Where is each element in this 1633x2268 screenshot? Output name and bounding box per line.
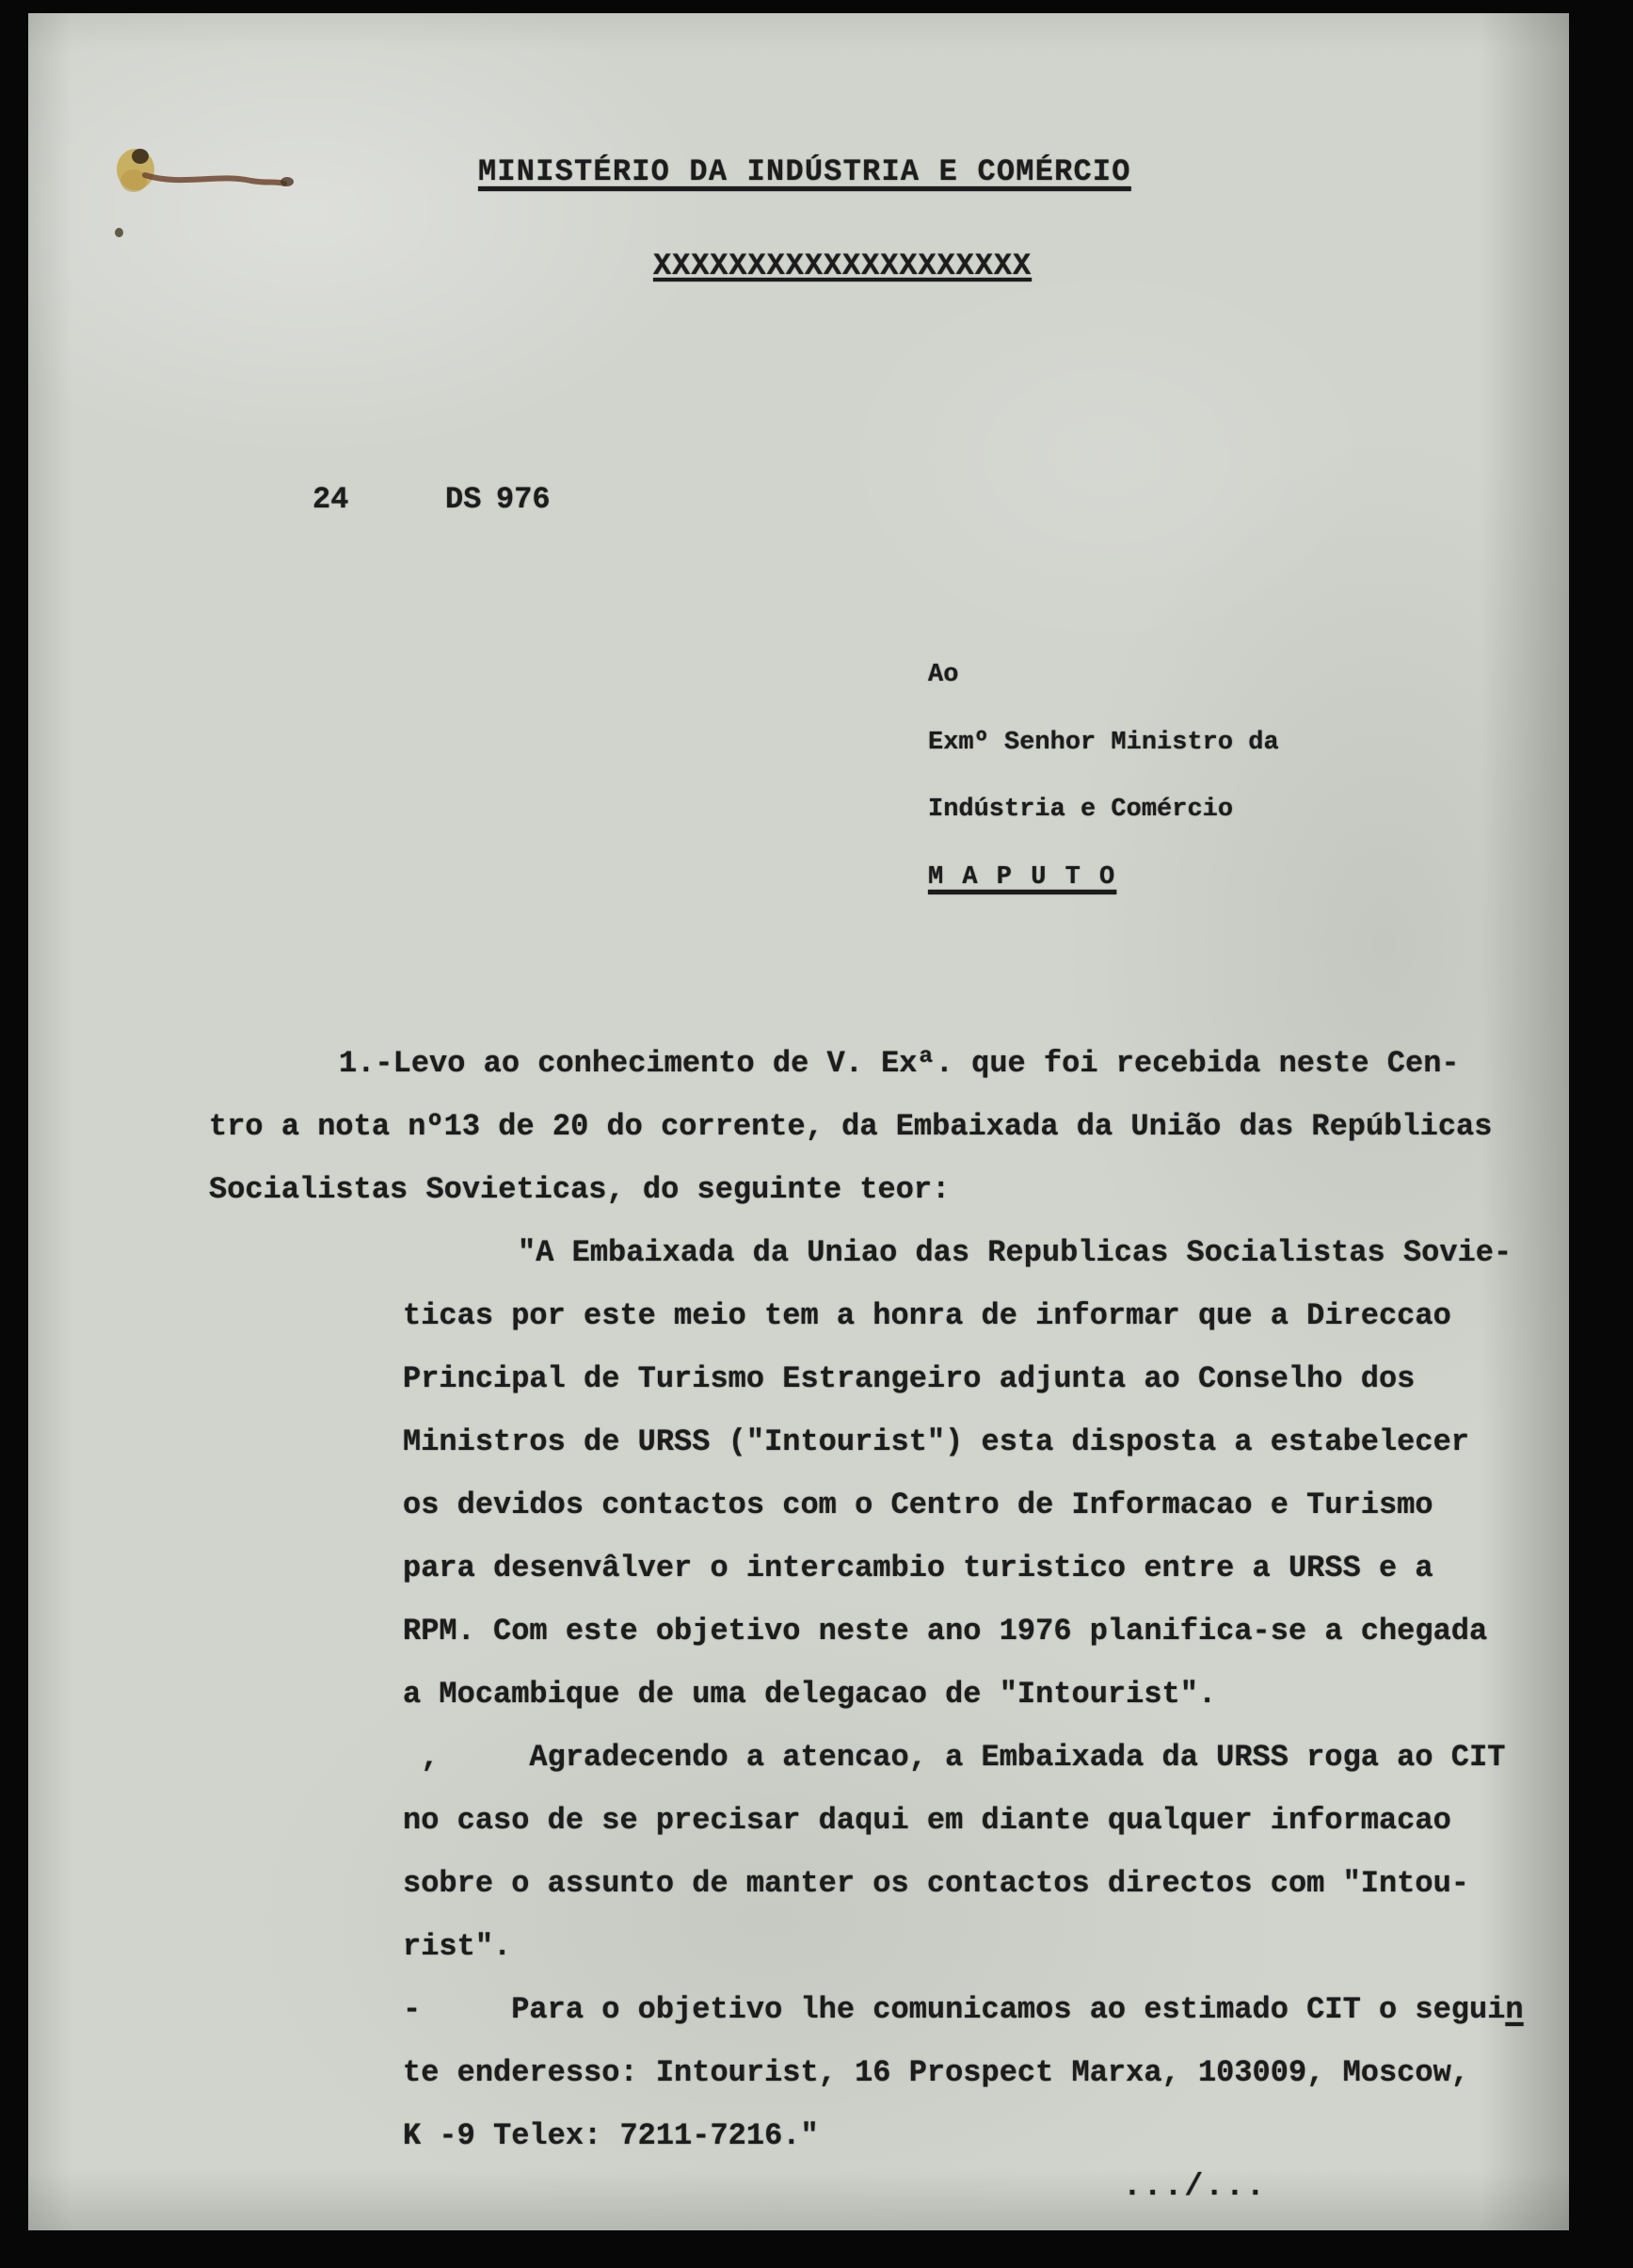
body-line: Principal de Turismo Estrangeiro adjunta ao Conselho dos [403,1361,1416,1396]
body-line: K -9 Telex: 7211-7216." [403,2118,819,2153]
letter-body [28,1032,1569,2167]
body-line: no caso de se precisar daqui em diante qualquer informacao [403,1803,1451,1838]
recipient-name: Exmº Senhor Ministro da [928,729,1279,757]
header-x-row: XXXXXXXXXXXXXXXXXXXX [653,249,1033,283]
body-line: para desenvâlver o intercambio turistico entre a URSS e a [403,1551,1433,1585]
continuation-mark: .../... [1123,2169,1267,2204]
body-line: Ministros de URSS ("Intourist") esta disposta a estabelecer [403,1424,1469,1459]
body-line: - Para o objetivo lhe comunicamos ao estimado CIT o seguin [403,1992,1524,2027]
body-line: 1.-Levo ao conhecimento de V. Exª. que foi recebida neste Cen- [339,1046,1460,1081]
body-line: "A Embaixada da Uniao das Republicas Socialistas Sovie- [518,1235,1513,1270]
body-line: te enderesso: Intourist, 16 Prospect Marxa, 103009, Moscow, [403,2055,1469,2090]
ink-speck [115,228,123,237]
document-page [28,13,1569,2230]
reference-number: 24 [312,482,349,517]
body-line: , Agradecendo a atencao, a Embaixada da URSS roga ao CIT [403,1740,1506,1775]
recipient-department: Indústria e Comércio [928,796,1234,824]
body-line: Socialistas Sovieticas, do seguinte teor: [209,1172,951,1207]
reference-series: DS [445,482,482,517]
body-line: sobre o assunto de manter os contactos directos com "Intou- [403,1866,1469,1901]
body-line: os devidos contactos com o Centro de Informacao e Turismo [403,1488,1433,1522]
body-line: tro a nota nº13 de 20 do corrente, da Embaixada da União das Repúblicas [209,1109,1493,1144]
recipient-salutation: Ao [928,661,959,689]
body-line: RPM. Com este objetivo neste ano 1976 planifica-se a chegada [403,1614,1488,1649]
recipient-city: M A P U T O [928,863,1117,892]
body-line: ticas por este meio tem a honra de informar que a Direccao [403,1298,1451,1333]
reference-code: 976 [496,482,551,517]
body-line: a Mocambique de uma delegacao de "Intourist". [403,1677,1217,1712]
ink-smudge-mark [96,107,322,230]
body-line: rist". [403,1929,512,1964]
ministry-title: MINISTÉRIO DA INDÚSTRIA E COMÉRCIO [478,154,1131,189]
